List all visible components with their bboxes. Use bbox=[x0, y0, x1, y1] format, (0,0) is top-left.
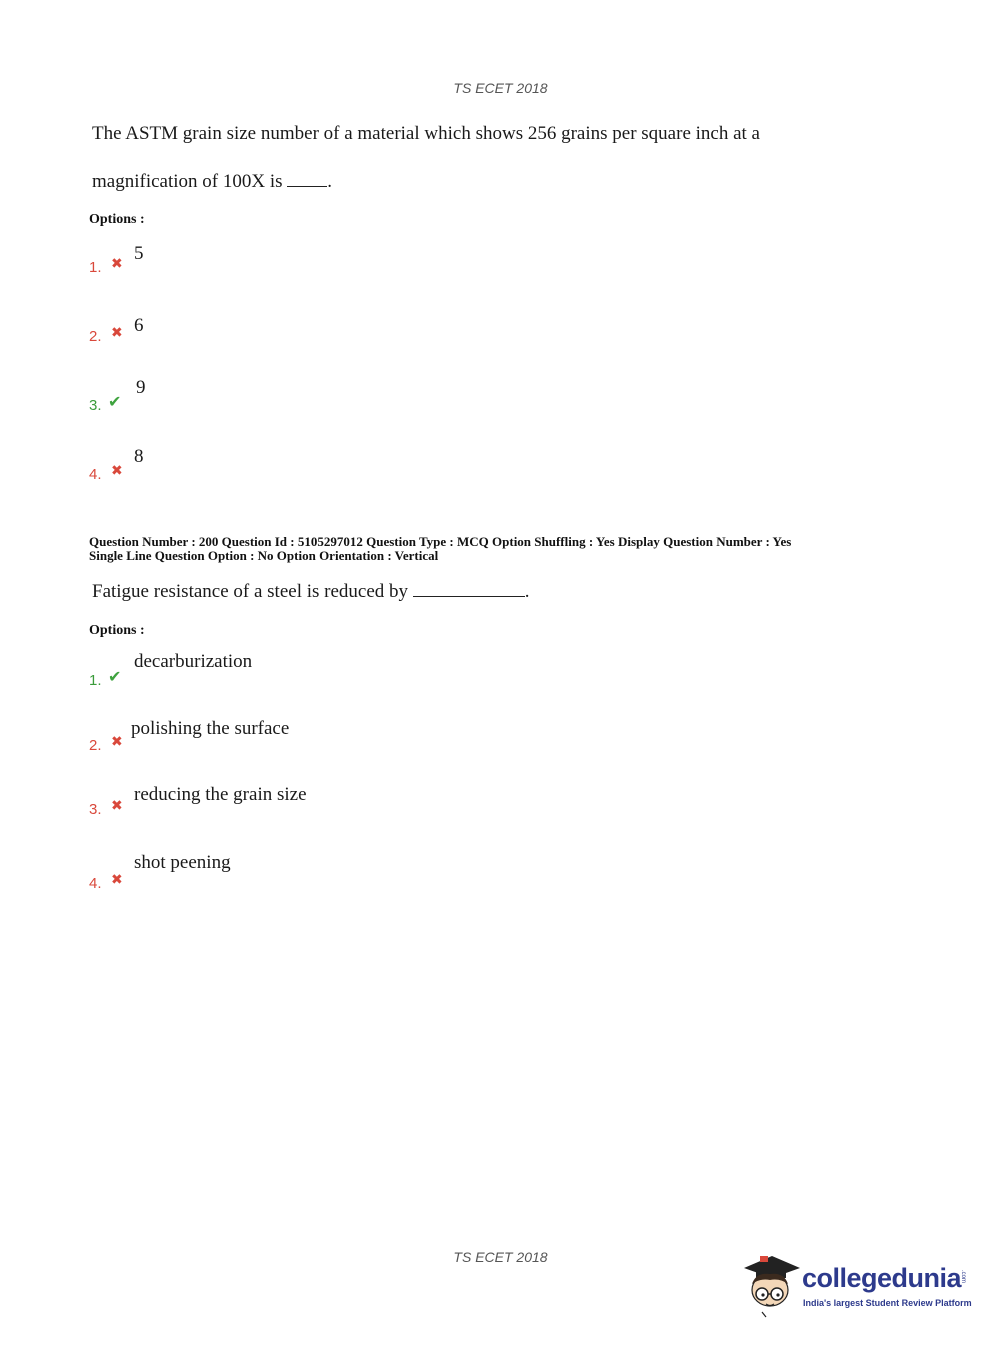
check-icon: ✔ bbox=[108, 392, 122, 411]
option-text: 6 bbox=[134, 315, 144, 336]
cross-icon: ✖ bbox=[111, 325, 123, 341]
question-meta-line1: Question Number : 200 Question Id : 5105297012 Question Type : MCQ Option Shuffling : Yes Display Question Number : Yes bbox=[89, 534, 792, 549]
option-number: 2. bbox=[89, 328, 102, 345]
page-footer: TS ECET 2018 bbox=[453, 1249, 548, 1265]
option-number: 1. bbox=[89, 672, 102, 689]
question-2-period: . bbox=[524, 581, 530, 602]
option-number: 3. bbox=[89, 397, 102, 414]
question-meta-line2: Single Line Question Option : No Option Orientation : Vertical bbox=[89, 548, 439, 563]
option-text: decarburization bbox=[134, 651, 253, 672]
logo-tagline: India's largest Student Review Platform bbox=[803, 1298, 972, 1308]
option-text: polishing the surface bbox=[131, 718, 290, 739]
logo-com-suffix: .com bbox=[960, 1270, 966, 1284]
collegedunia-mascot-icon bbox=[742, 1250, 802, 1318]
answer-blank bbox=[413, 596, 525, 597]
page-header: TS ECET 2018 bbox=[453, 80, 548, 96]
option-number: 4. bbox=[89, 875, 102, 892]
option-number: 3. bbox=[89, 801, 102, 818]
option-number: 2. bbox=[89, 737, 102, 754]
option-text: shot peening bbox=[134, 852, 231, 873]
question-1-text-line1: The ASTM grain size number of a material which shows 256 grains per square inch at a bbox=[92, 123, 760, 144]
cross-icon: ✖ bbox=[111, 872, 123, 888]
check-icon: ✔ bbox=[108, 667, 122, 686]
cross-icon: ✖ bbox=[111, 256, 123, 272]
question-1-text-line2 bbox=[92, 171, 332, 193]
option-text: reducing the grain size bbox=[134, 784, 307, 805]
options-label: Options : bbox=[89, 212, 145, 227]
option-text: 9 bbox=[136, 377, 146, 398]
cross-icon: ✖ bbox=[111, 463, 123, 479]
question-2-text-line bbox=[92, 581, 530, 603]
option-number: 4. bbox=[89, 466, 102, 483]
option-text: 8 bbox=[134, 446, 144, 467]
question-1-text: magnification of 100X is bbox=[92, 171, 283, 192]
option-number: 1. bbox=[89, 259, 102, 276]
options-label: Options : bbox=[89, 623, 145, 638]
option-text: 5 bbox=[134, 243, 144, 264]
question-1-period: . bbox=[327, 171, 332, 192]
cross-icon: ✖ bbox=[111, 798, 123, 814]
collegedunia-logo-text: collegedunia bbox=[802, 1263, 962, 1293]
question-2-text: Fatigue resistance of a steel is reduced by bbox=[92, 581, 409, 602]
answer-blank bbox=[287, 186, 327, 187]
cross-icon: ✖ bbox=[111, 734, 123, 750]
